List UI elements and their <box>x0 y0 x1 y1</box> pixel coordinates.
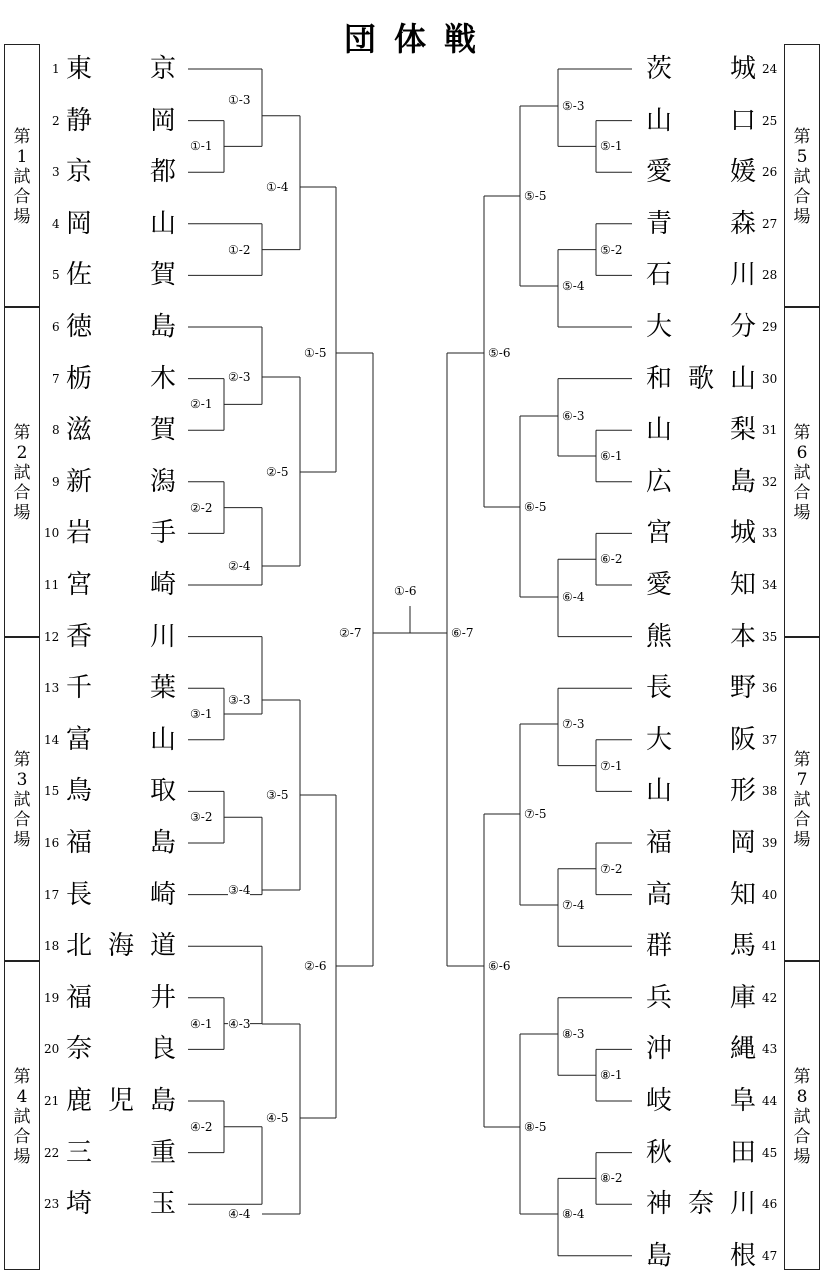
venue-box <box>4 44 40 307</box>
match-label: ②-1 <box>190 397 213 412</box>
team-name-char: 海 <box>108 931 135 962</box>
venue-label-char: 合 <box>793 810 811 830</box>
team-seed: 41 <box>762 939 778 954</box>
venue-box <box>4 637 40 961</box>
team-seed: 26 <box>762 165 778 180</box>
team-seed: 18 <box>44 939 60 954</box>
venue-label-char: 場 <box>13 206 31 227</box>
match-label: ②-6 <box>304 959 327 973</box>
team-seed: 32 <box>762 474 778 489</box>
team-seed: 22 <box>44 1145 60 1160</box>
team-seed: 46 <box>762 1197 778 1212</box>
team-name-char: 分 <box>730 312 757 342</box>
team-seed: 4 <box>52 216 60 231</box>
team-name-char: 長 <box>66 879 93 910</box>
team-name-char: 香 <box>66 621 93 652</box>
team-seed: 15 <box>44 784 60 799</box>
match-label: ⑤-2 <box>600 242 623 257</box>
team-name-char: 児 <box>108 1086 135 1116</box>
team-name-char: 高 <box>646 879 673 910</box>
team-name-char: 栃 <box>66 363 93 394</box>
team-name-char: 岡 <box>66 208 93 239</box>
team-name-char: 潟 <box>150 466 177 497</box>
team-name-char: 良 <box>150 1034 177 1065</box>
team-name-char: 鳥 <box>66 776 93 807</box>
venue-label-char: 試 <box>13 790 31 810</box>
team-name-char: 大 <box>646 724 673 755</box>
venue-label-char: 第 <box>13 1066 31 1087</box>
team-name-char: 茨 <box>646 54 673 84</box>
match-label: ③-1 <box>190 707 213 721</box>
team-name-char: 北 <box>66 931 93 962</box>
venue-label-char: 合 <box>13 1126 31 1147</box>
match-label: ①-2 <box>228 242 251 257</box>
venue-label-char: 場 <box>793 206 811 227</box>
match-label: ⑤-6 <box>488 346 511 360</box>
team-seed: 39 <box>762 836 778 850</box>
venue-label-char: 第 <box>793 423 811 443</box>
match-label: ③-3 <box>228 693 251 707</box>
team-seed: 2 <box>52 113 60 128</box>
match-label: ①-4 <box>266 180 289 194</box>
team-name-char: 奈 <box>66 1034 93 1065</box>
team-seed: 35 <box>762 629 778 644</box>
team-seed: 37 <box>762 732 778 747</box>
match-label: ②-2 <box>190 500 213 515</box>
match-label: ⑥-1 <box>600 449 623 463</box>
team-name-char: 山 <box>646 415 673 446</box>
team-name-char: 神 <box>646 1189 673 1220</box>
team-name-char: 兵 <box>646 982 673 1013</box>
match-label: ⑦-5 <box>524 807 547 821</box>
match-label: ⑦-4 <box>562 898 585 912</box>
venue-box <box>4 961 40 1270</box>
match-label: ④-1 <box>190 1016 213 1031</box>
venue-box <box>4 307 40 637</box>
match-label: ⑥-6 <box>488 959 511 973</box>
team-name-char: 川 <box>730 1189 757 1220</box>
venue-label-char: 場 <box>793 1146 811 1167</box>
match-label: ⑤-1 <box>600 139 623 154</box>
team-seed: 33 <box>762 526 778 541</box>
team-name-char: 山 <box>646 105 673 136</box>
team-name-char: 縄 <box>730 1034 757 1065</box>
team-name-char: 森 <box>730 208 757 239</box>
team-seed: 25 <box>762 113 778 128</box>
team-name-char: 城 <box>730 54 757 84</box>
venue-label-char: 合 <box>793 1126 811 1147</box>
venue-label-char: 場 <box>13 1146 31 1167</box>
team-name-char: 滋 <box>66 415 93 446</box>
venue-label-char: 第 <box>793 126 811 147</box>
match-label: ②-4 <box>228 559 251 573</box>
team-seed: 10 <box>44 526 60 541</box>
match-label: ⑥-3 <box>562 409 585 423</box>
match-label: ①-5 <box>304 346 327 360</box>
venue-label-char: 1 <box>16 146 28 167</box>
match-label: ③-4 <box>228 883 251 897</box>
team-name-char: 愛 <box>646 157 673 188</box>
team-name-char: 徳 <box>66 312 93 342</box>
team-name-char: 野 <box>730 673 757 704</box>
venue-box <box>784 44 820 307</box>
match-label: ⑧-1 <box>600 1068 623 1083</box>
team-name-char: 京 <box>66 157 93 188</box>
team-name-char: 賀 <box>150 415 177 446</box>
match-label: ②-7 <box>339 626 362 640</box>
team-name-char: 和 <box>646 363 673 394</box>
team-name-char: 島 <box>150 828 177 858</box>
team-name-char: 新 <box>66 466 93 497</box>
venue-label-char: 合 <box>13 186 31 207</box>
team-name-char: 三 <box>66 1137 93 1168</box>
team-seed: 6 <box>52 320 60 334</box>
venue-label-char: 試 <box>793 1106 811 1127</box>
venue-label-char: 5 <box>796 146 808 167</box>
team-seed: 8 <box>52 423 60 438</box>
venue-box <box>784 637 820 961</box>
team-name-char: 広 <box>646 466 673 497</box>
team-name-char: 口 <box>730 105 757 136</box>
team-seed: 29 <box>762 320 778 334</box>
team-seed: 11 <box>44 578 60 592</box>
team-name-char: 取 <box>150 776 177 807</box>
match-label: ①-1 <box>190 139 213 154</box>
team-name-char: 福 <box>66 828 93 858</box>
team-name-char: 歌 <box>688 363 715 394</box>
match-label: ⑦-3 <box>562 717 585 731</box>
team-name-char: 山 <box>150 724 177 755</box>
venue-label-char: 場 <box>793 830 811 850</box>
team-name-char: 鹿 <box>66 1086 93 1116</box>
venue-label-char: 場 <box>793 503 811 523</box>
venue-label-char: 4 <box>16 1086 28 1107</box>
team-name-char: 宮 <box>66 570 93 600</box>
team-name-char: 静 <box>66 105 93 136</box>
team-name-char: 東 <box>66 54 93 84</box>
team-name-char: 手 <box>150 518 177 549</box>
venue-label-char: 試 <box>13 166 31 187</box>
team-seed: 23 <box>44 1197 60 1212</box>
team-name-char: 島 <box>646 1240 673 1271</box>
team-seed: 34 <box>762 578 778 592</box>
match-label: ④-2 <box>190 1119 213 1134</box>
team-name-char: 山 <box>150 208 177 239</box>
team-name-char: 本 <box>730 621 757 652</box>
team-name-char: 愛 <box>646 570 673 600</box>
team-name-char: 田 <box>730 1137 757 1168</box>
venue-label-char: 6 <box>796 443 808 463</box>
team-name-char: 奈 <box>688 1189 715 1220</box>
team-name-char: 宮 <box>646 518 673 549</box>
team-seed: 12 <box>44 629 60 644</box>
team-name-char: 青 <box>646 208 673 239</box>
team-seed: 19 <box>44 990 60 1005</box>
team-name-char: 山 <box>730 363 757 394</box>
team-name-char: 福 <box>66 982 93 1013</box>
team-name-char: 都 <box>150 157 177 188</box>
match-label: ④-4 <box>228 1207 251 1221</box>
team-name-char: 島 <box>150 312 177 342</box>
team-name-char: 崎 <box>150 879 177 910</box>
match-label: ⑥-7 <box>451 626 474 640</box>
venue-box <box>784 307 820 637</box>
match-label: ④-3 <box>228 1017 251 1031</box>
team-seed: 7 <box>52 371 60 386</box>
team-name-char: 岡 <box>150 105 177 136</box>
team-name-char: 梨 <box>730 415 757 446</box>
match-label: ①-6 <box>394 584 417 598</box>
venue-label-char: 8 <box>796 1086 808 1107</box>
team-seed: 43 <box>762 1042 778 1057</box>
venue-label-char: 第 <box>13 423 31 443</box>
match-label: ⑧-4 <box>562 1207 585 1221</box>
team-seed: 42 <box>762 990 778 1005</box>
team-name-char: 阪 <box>730 724 757 755</box>
team-seed: 24 <box>762 62 778 76</box>
team-seed: 30 <box>762 371 778 386</box>
team-name-char: 沖 <box>646 1034 673 1065</box>
match-label: ⑤-4 <box>562 279 585 293</box>
team-name-char: 道 <box>150 931 177 962</box>
team-name-char: 長 <box>646 673 673 704</box>
team-name-char: 葉 <box>150 673 177 704</box>
venue-label-char: 場 <box>13 830 31 850</box>
team-name-char: 山 <box>646 776 673 807</box>
venue-label-char: 7 <box>796 770 808 790</box>
match-label: ⑥-5 <box>524 500 547 514</box>
team-seed: 13 <box>44 681 60 696</box>
match-label: ⑧-5 <box>524 1120 547 1134</box>
team-name-char: 佐 <box>66 260 93 291</box>
team-name-char: 福 <box>646 828 673 858</box>
team-name-char: 川 <box>150 621 177 652</box>
team-name-char: 岩 <box>66 518 93 549</box>
team-name-char: 富 <box>66 724 93 755</box>
team-name-char: 秋 <box>646 1137 673 1168</box>
match-label: ⑦-1 <box>600 758 623 773</box>
team-seed: 14 <box>44 732 60 747</box>
team-name-char: 島 <box>150 1086 177 1116</box>
team-name-char: 形 <box>730 776 757 807</box>
team-name-char: 京 <box>150 54 177 84</box>
team-name-char: 千 <box>66 673 93 704</box>
page-title: 団体戦 <box>343 20 494 58</box>
venue-label-char: 合 <box>793 483 811 503</box>
team-name-char: 根 <box>730 1240 757 1271</box>
venue-label-char: 第 <box>13 126 31 147</box>
match-label: ⑥-2 <box>600 552 623 567</box>
venue-label-char: 試 <box>793 166 811 187</box>
team-name-char: 媛 <box>730 157 757 188</box>
venue-label-char: 第 <box>793 750 811 770</box>
match-label: ⑦-2 <box>600 861 623 876</box>
team-name-char: 賀 <box>150 260 177 291</box>
match-label: ⑤-5 <box>524 189 547 203</box>
match-label: ⑧-2 <box>600 1171 623 1186</box>
team-seed: 16 <box>44 836 60 850</box>
match-label: ⑧-3 <box>562 1027 585 1041</box>
team-seed: 9 <box>52 474 60 489</box>
venue-label-char: 試 <box>13 463 31 483</box>
team-seed: 28 <box>762 268 778 283</box>
venue-label-char: 試 <box>793 463 811 483</box>
venue-label-char: 3 <box>16 770 28 790</box>
team-name-char: 埼 <box>66 1189 93 1220</box>
match-label: ⑤-3 <box>562 99 585 113</box>
match-label: ⑥-4 <box>562 590 585 604</box>
venue-label-char: 合 <box>13 483 31 503</box>
venue-label-char: 合 <box>793 186 811 207</box>
team-name-char: 川 <box>730 260 757 291</box>
team-name-char: 石 <box>646 260 673 291</box>
team-name-char: 木 <box>150 363 177 394</box>
team-name-char: 島 <box>730 466 757 497</box>
team-name-char: 井 <box>150 982 177 1013</box>
team-name-char: 玉 <box>150 1189 177 1220</box>
team-seed: 44 <box>762 1094 778 1108</box>
team-name-char: 岐 <box>646 1086 673 1116</box>
team-name-char: 庫 <box>730 982 757 1013</box>
venue-box <box>784 961 820 1270</box>
team-seed: 36 <box>762 681 778 696</box>
team-name-char: 群 <box>646 931 673 962</box>
team-name-char: 岡 <box>730 828 757 858</box>
match-label: ③-5 <box>266 788 289 802</box>
venue-label-char: 試 <box>13 1106 31 1127</box>
team-name-char: 熊 <box>646 621 673 652</box>
team-seed: 3 <box>52 165 60 180</box>
team-name-char: 馬 <box>730 931 757 962</box>
team-seed: 27 <box>762 216 778 231</box>
team-seed: 21 <box>44 1094 60 1108</box>
team-seed: 31 <box>762 423 778 438</box>
venue-label-char: 試 <box>793 790 811 810</box>
team-name-char: 崎 <box>150 570 177 600</box>
team-name-char: 知 <box>730 570 757 600</box>
team-seed: 5 <box>52 268 60 283</box>
team-seed: 1 <box>52 62 60 76</box>
team-name-char: 城 <box>730 518 757 549</box>
match-label: ②-5 <box>266 465 289 479</box>
match-label: ④-5 <box>266 1111 289 1125</box>
team-seed: 45 <box>762 1145 778 1160</box>
team-seed: 40 <box>762 887 778 902</box>
team-name-char: 阜 <box>730 1086 757 1116</box>
venue-label-char: 場 <box>13 503 31 523</box>
venue-label-char: 2 <box>16 443 28 463</box>
venue-label-char: 第 <box>13 750 31 770</box>
team-seed: 47 <box>762 1248 778 1263</box>
match-label: ①-3 <box>228 92 251 107</box>
match-label: ②-3 <box>228 370 251 384</box>
team-seed: 20 <box>44 1042 60 1057</box>
team-seed: 17 <box>44 887 60 902</box>
team-name-char: 重 <box>150 1137 177 1168</box>
team-name-char: 知 <box>730 879 757 910</box>
match-label: ③-2 <box>190 810 213 825</box>
venue-label-char: 合 <box>13 810 31 830</box>
team-name-char: 大 <box>646 312 673 342</box>
venue-label-char: 第 <box>793 1066 811 1087</box>
team-seed: 38 <box>762 784 778 799</box>
